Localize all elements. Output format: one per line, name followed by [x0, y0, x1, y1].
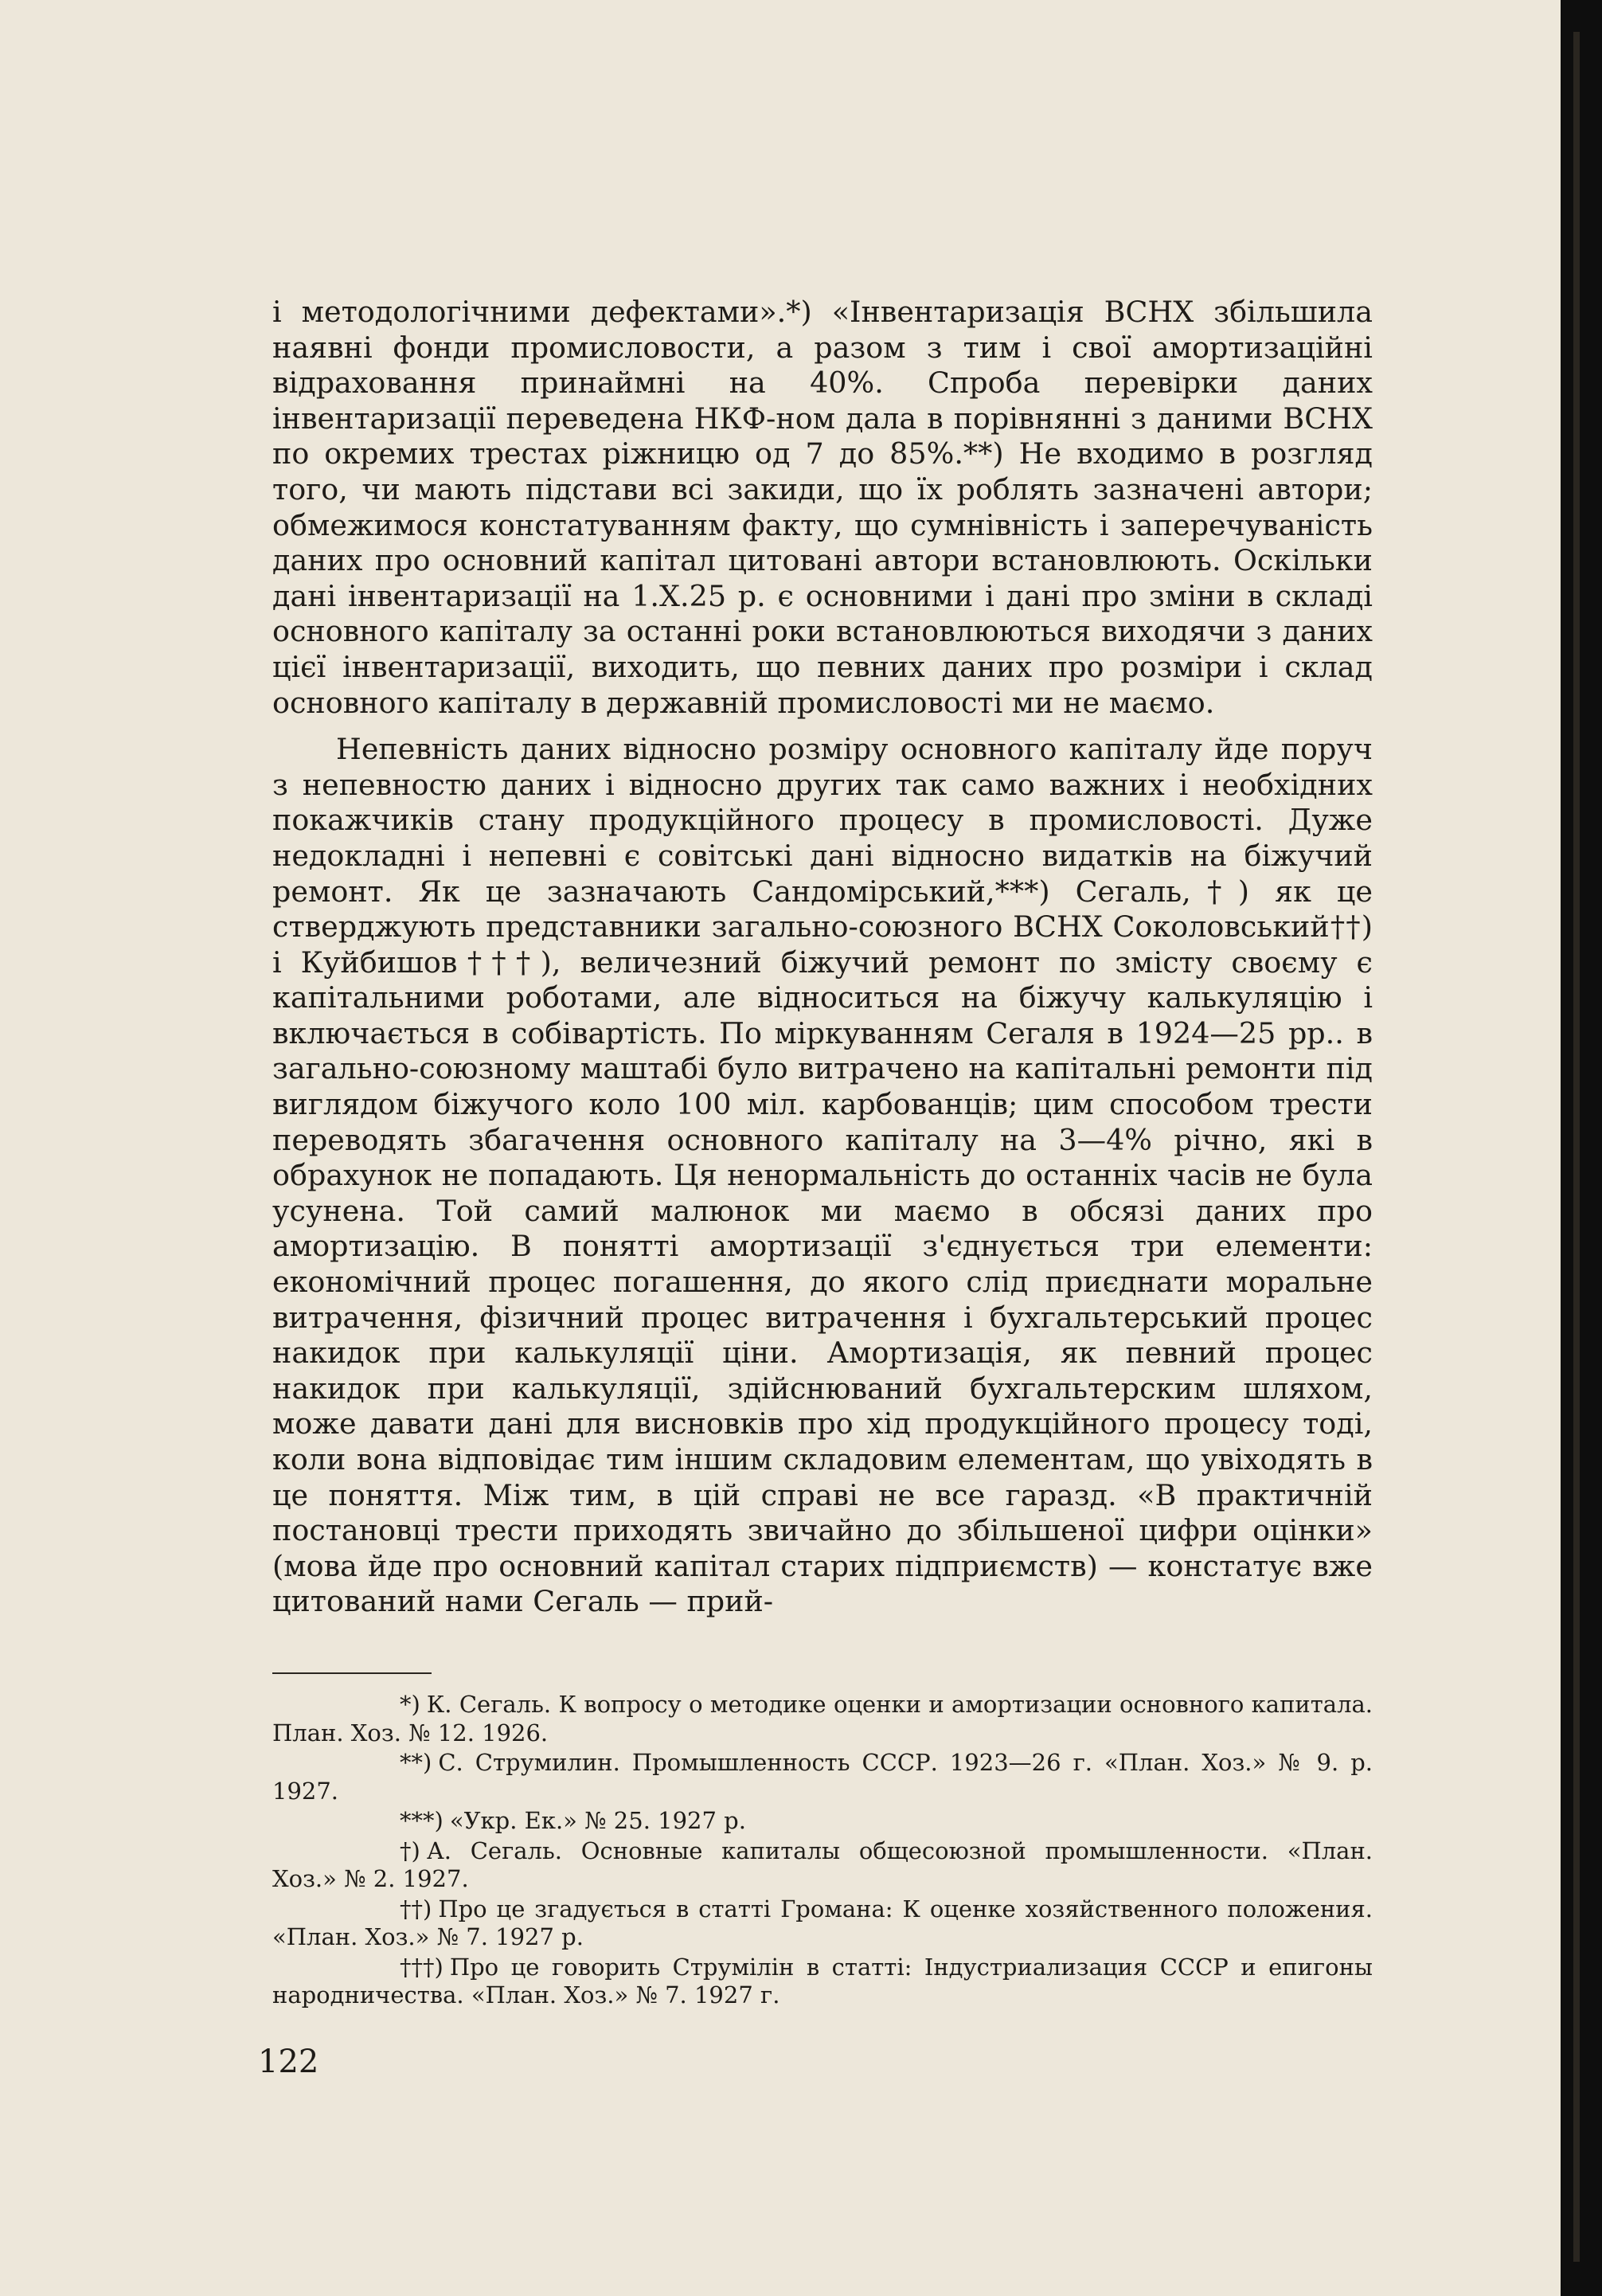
footnote-6 [272, 1954, 1373, 2010]
page-edge [1573, 32, 1580, 2262]
footnote-5 [272, 1895, 1373, 1952]
footnote-text: Про це говорить Струмілін в статті: Індустриализация СССР и епигоны народничества. «План. Хоз.» № 7. 1927 г. [272, 1953, 1373, 2009]
footnotes [272, 1691, 1373, 2012]
footnote-mark: *) [400, 1691, 420, 1718]
page-number: 122 [258, 2044, 319, 2080]
paragraph-2: Непевність даних відносно розміру основного капіталу йде поруч з непевностю даних і відносно других так само важних і необхідних покажчиків стану продукційного процесу в промисловості. Дуже недокладні і непевні є совітські дані відносно видатків на біжучий ремонт. Як це зазначають Сандомірський,***) Сегаль,†) як це стверджують представники загально-союзного ВСНХ Соколовський††) і Куйбишов†††), величезний біжучий ремонт по змісту своєму є капітальними роботами, але відноситься на біжучу калькуляцію і включається в собівартість. По міркуванням Сегаля в 1924—25 рр.. в загально-союзному маштабі було витрачено на капітальні ремонти під виглядом біжучого коло 100 міл. карбованців; цим способом трести переводять збагачення основного капіталу на 3—4% річно, які в обрахунок не попадають. Ця ненормальність до останніх часів не була усунена. Той самий малюнок ми маємо в обсязі даних про амортизацію. В понятті амортизації з'єднується три елементи: економічний процес погашення, до якого слід приєднати моральне витрачення, фізичний процес витрачення і бухгальтерський процес накидок при калькуляції ціни. Амортизація, як певний процес накидок при калькуляції, здійснюваний бухгальтерским шляхом, може давати дані для висновків про хід продукційного процесу тоді, коли вона відповідає тим іншим складовим елементам, що увіходять в це поняття. Між тим, в цій справі не все гаразд. «В практичній постановці трести приходять звичайно до збільшеної цифри оцінки» (мова йде про основний капітал старих підприємств) — констатує вже цитований нами Сегаль — прий- [272, 732, 1373, 1619]
footnote-mark: **) [400, 1749, 432, 1776]
book-spine-shadow [1561, 0, 1602, 2296]
footnote-mark: †††) [400, 1953, 443, 1981]
footnote-mark: †) [400, 1836, 420, 1864]
footnote-text: Про це згадується в статті Громана: К оценке хозяйственного положения. «План. Хоз.» № 7. 1927 р. [272, 1895, 1373, 1950]
footnote-text: «Укр. Ек.» № 25. 1927 р. [449, 1807, 746, 1834]
footnote-mark: ***) [400, 1807, 443, 1834]
footnote-separator [272, 1672, 432, 1674]
footnote-text: К. Сегаль. К вопросу о методике оценки и амортизации основного капитала. План. Хоз. № 12. 1926. [272, 1691, 1373, 1746]
footnote-text: А. Сегаль. Основные капиталы общесоюзной промышленности. «План. Хоз.» № 2. 1927. [272, 1836, 1373, 1892]
footnote-4 [272, 1837, 1373, 1894]
footnote-mark: ††) [400, 1895, 432, 1922]
footnote-2 [272, 1749, 1373, 1805]
footnote-1 [272, 1691, 1373, 1747]
footnote-3 [272, 1807, 1373, 1836]
footnote-text: С. Струмилин. Промышленность СССР. 1923—26 г. «План. Хоз.» № 9. р. 1927. [272, 1749, 1373, 1805]
paragraph-1: і методологічними дефектами».*) «Інвентаризація ВСНХ збільшила наявні фонди промисловости, а разом з тим і свої амортизаційні відраховання принаймні на 40%. Спроба перевірки даних інвентаризації переведена НКФ-ном дала в порівнянні з даними ВСНХ по окремих трестах ріжницю од 7 до 85%.**) Не входимо в розгляд того, чи мають підстави всі закиди, що їх роблять зазначені автори; обмежимося констатуванням факту, що сумнівність і заперечуваність даних про основний капітал цитовані автори встановлюють. Оскільки дані інвентаризації на 1.Х.25 р. є основними і дані про зміни в складі основного капіталу за останні роки встановлюються виходячи з даних цієї інвентаризації, виходить, що певних даних про розміри і склад основного капіталу в державній промисловості ми не маємо. [272, 295, 1373, 720]
body-text [272, 295, 1373, 1620]
